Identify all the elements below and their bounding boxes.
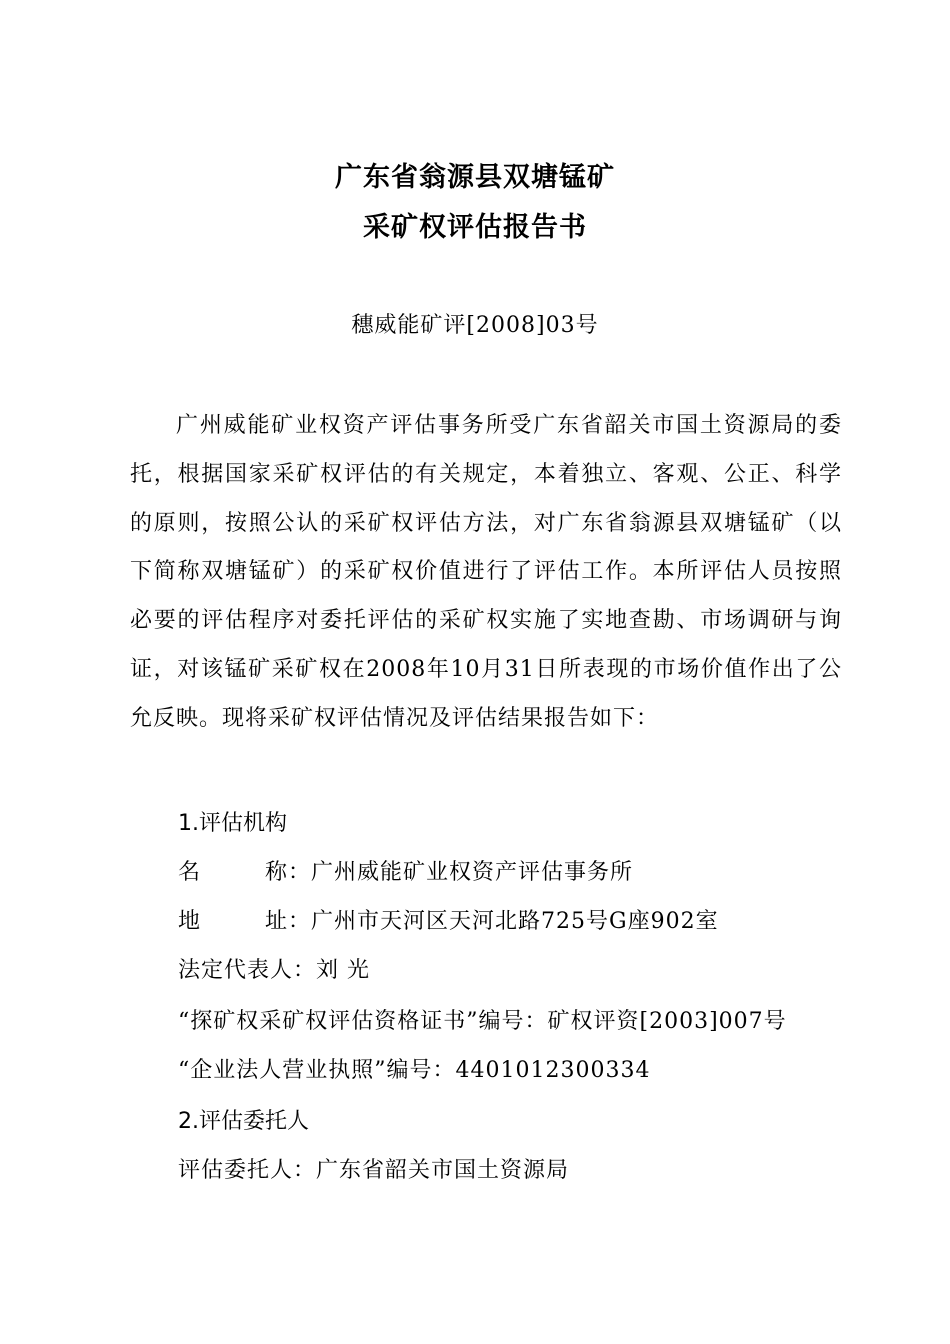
org-name-value: 广州威能矿业权资产评估事务所 xyxy=(311,860,634,885)
org-name-label: 名称 xyxy=(178,860,288,885)
legal-rep-label: 法定代表人 xyxy=(178,958,294,983)
org-address-label: 地址 xyxy=(178,909,288,934)
org-address-row xyxy=(178,904,850,940)
legal-rep-value: 刘 光 xyxy=(316,958,371,983)
colon: ： xyxy=(288,909,312,934)
cert-number-value: 矿权评资[2003]007号 xyxy=(547,1009,787,1034)
section2-heading: 2.评估委托人 xyxy=(178,1109,309,1134)
colon: ： xyxy=(432,1058,456,1083)
license-number-label: “企业法人营业执照”编号 xyxy=(178,1058,433,1083)
client-row xyxy=(178,1153,850,1189)
intro-paragraph: 广州威能矿业权资产评估事务所受广东省韶关市国土资源局的委托，根据国家采矿权评估的有关规定，本着独立、客观、公正、科学的原则，按照公认的采矿权评估方法，对广东省翁源县双塘锰矿（以下简称双塘锰矿）的采矿权价值进行了评估工作。本所评估人员按照必要的评估程序对委托评估的采矿权实施了实地查勘、市场调研与询证，对该锰矿采矿权在2008年10月31日所表现的市场价值作出了公允反映。现将采矿权评估情况及评估结果报告如下： xyxy=(130,413,842,731)
license-number-value: 4401012300334 xyxy=(455,1058,651,1083)
org-name-row xyxy=(178,855,850,891)
colon: ： xyxy=(293,958,317,983)
client-label: 评估委托人 xyxy=(178,1158,294,1183)
colon: ： xyxy=(524,1009,548,1034)
cert-number-row xyxy=(178,1004,850,1040)
cert-number-label: “探矿权采矿权评估资格证书”编号 xyxy=(178,1009,525,1034)
colon: ： xyxy=(293,1158,317,1183)
legal-rep-row xyxy=(178,953,850,989)
license-number-row xyxy=(178,1053,850,1089)
section1-heading: 1.评估机构 xyxy=(178,811,287,836)
document-number: 穗威能矿评[2008]03号 xyxy=(351,313,599,338)
report-title-line1: 广东省翁源县双塘锰矿 xyxy=(335,162,615,193)
colon: ： xyxy=(288,860,312,885)
org-address-value: 广州市天河区天河北路725号G座902室 xyxy=(311,909,719,934)
report-title-line2: 采矿权评估报告书 xyxy=(363,212,587,243)
client-value: 广东省韶关市国土资源局 xyxy=(316,1158,570,1183)
